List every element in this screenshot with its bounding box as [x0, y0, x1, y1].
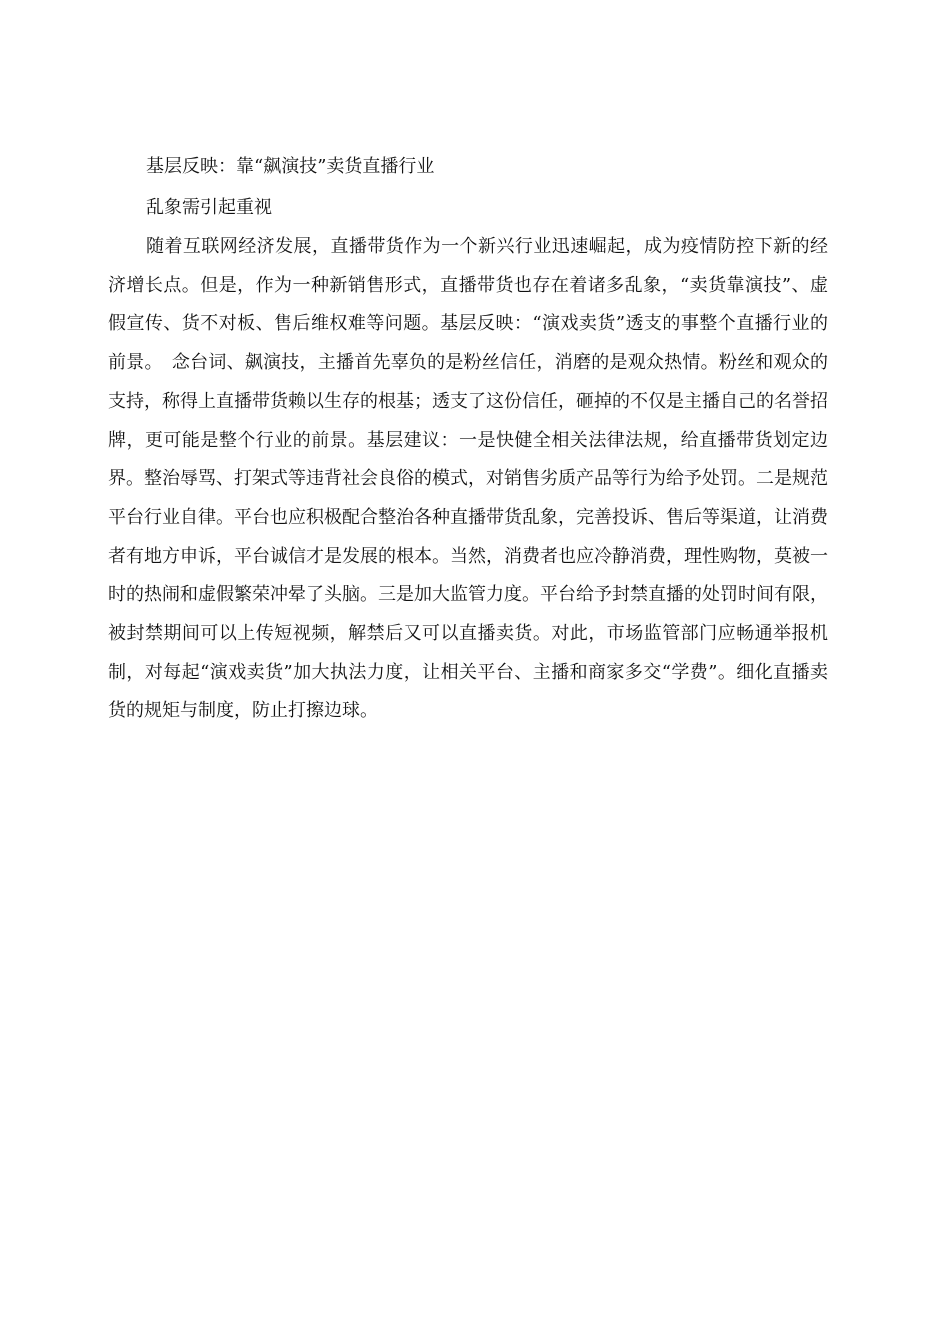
- body-paragraph: 随着互联网经济发展，直播带货作为一个新兴行业迅速崛起，成为疫情防控下新的经济增长点。但是，作为一种新销售形式，直播带货也存在着诸多乱象，“卖货靠演技”、虚假宣传、货不对板、售后维权难等问题。基层反映：“演戏卖货”透支的事整个直播行业的前景。 念台词、飙演技，主播首先辜负的是粉丝信任，消磨的是观众热情。粉丝和观众的支持，称得上直播带货赖以生存的根基；透支了这份信任，砸掉的不仅是主播自己的名誉招牌，更可能是整个行业的前景。基层建议：一是快健全相关法律法规，给直播带货划定边界。整治辱骂、打架式等违背社会良俗的模式，对销售劣质产品等行为给予处罚。二是规范平台行业自律。平台也应积极配合整治各种直播带货乱象，完善投诉、售后等渠道，让消费者有地方申诉，平台诚信才是发展的根本。当然，消费者也应冷静消费，理性购物，莫被一时的热闹和虚假繁荣冲晕了头脑。三是加大监管力度。平台给予封禁直播的处罚时间有限，被封禁期间可以上传短视频，解禁后又可以直播卖货。对此，市场监管部门应畅通举报机制，对每起“演戏卖货”加大执法力度，让相关平台、主播和商家多交“学费”。细化直播卖货的规矩与制度，防止打擦边球。: [108, 236, 828, 722]
- title-line-1: 基层反映：靠“飙演技”卖货直播行业: [146, 156, 435, 177]
- document-body: [108, 146, 828, 731]
- title-line-2: 乱象需引起重视: [146, 197, 272, 218]
